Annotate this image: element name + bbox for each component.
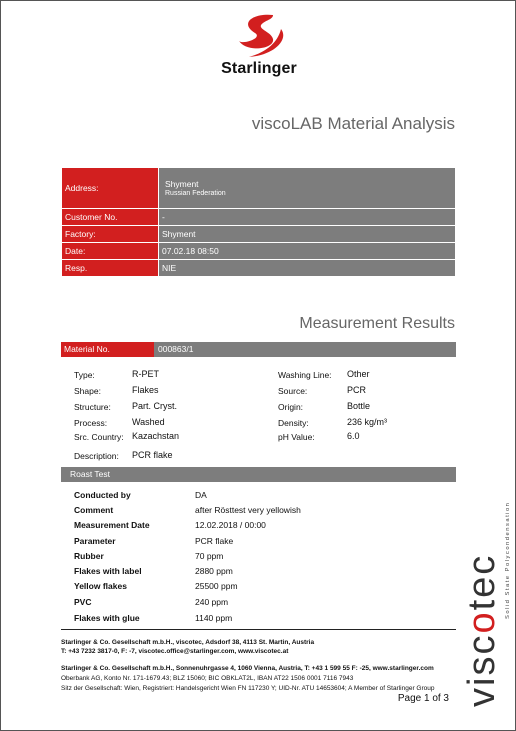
viscotec-tagline: Solid State Polycondensation xyxy=(505,501,511,619)
roast-row-value: 2880 ppm xyxy=(195,566,233,576)
roast-row-value: DA xyxy=(195,490,207,500)
resp-value: NIE xyxy=(159,260,456,277)
factory-row xyxy=(62,226,456,243)
material-bar xyxy=(61,342,456,357)
roast-row-value: 1140 ppm xyxy=(195,613,233,623)
footer-rule-top xyxy=(61,629,456,630)
viscotec-wordmark: viscotec xyxy=(461,553,503,707)
description-label: Description: xyxy=(74,451,119,461)
address-line-2: Russian Federation xyxy=(165,190,226,197)
roast-row-value: 12.02.2018 / 00:00 xyxy=(195,520,266,530)
roast-row-label: Yellow flakes xyxy=(74,581,127,591)
date-label: Date: xyxy=(62,243,159,260)
resp-label: Resp. xyxy=(62,260,159,277)
roast-row-label: Measurement Date xyxy=(74,520,150,530)
washing-label: Washing Line: xyxy=(278,370,332,380)
description-value: PCR flake xyxy=(132,450,173,460)
material-value: 000863/1 xyxy=(158,344,194,354)
customer-row xyxy=(62,209,456,226)
roast-row-label: Rubber xyxy=(74,551,104,561)
address-value xyxy=(159,168,456,209)
roast-row-value: after Rösttest very yellowish xyxy=(195,505,301,515)
customer-info-table xyxy=(61,167,456,277)
roast-row-label: Conducted by xyxy=(74,490,131,500)
shape-label: Shape: xyxy=(74,386,101,396)
ph-label: pH Value: xyxy=(278,432,315,442)
structure-value: Part. Cryst. xyxy=(132,401,178,411)
resp-row xyxy=(62,260,456,277)
shape-value: Flakes xyxy=(132,385,159,395)
measurement-title: Measurement Results xyxy=(299,315,455,332)
origin-label: Origin: xyxy=(278,402,304,412)
date-value: 07.02.18 08:50 xyxy=(159,243,456,260)
material-label: Material No. xyxy=(61,342,154,357)
customer-label: Customer No. xyxy=(62,209,159,226)
viscotec-side-logo xyxy=(461,501,511,707)
roast-row-value: 25500 ppm xyxy=(195,581,238,591)
brand-name: Starlinger xyxy=(221,60,297,77)
factory-value: Shyment xyxy=(159,226,456,243)
roast-row-label: Comment xyxy=(74,505,114,515)
address-row xyxy=(62,168,456,209)
roast-row-value: PCR flake xyxy=(195,536,234,546)
structure-label: Structure: xyxy=(74,402,111,412)
footer-line-2: T: +43 7232 3817-0, F: -7, viscotec.office@starlinger.com, www.viscotec.at xyxy=(61,648,289,655)
page-number: Page 1 of 3 xyxy=(397,693,449,704)
factory-label: Factory: xyxy=(62,226,159,243)
footer-line-1: Starlinger & Co. Gesellschaft m.b.H., viscotec, Adsdorf 38, 4113 St. Martin, Austria xyxy=(61,639,315,646)
density-value: 236 kg/m³ xyxy=(347,417,388,427)
origin-value: Bottle xyxy=(347,401,371,411)
footer-line-3: Starlinger & Co. Gesellschaft m.b.H., Sonnenuhrgasse 4, 1060 Vienna, Austria, T: +43 1 599 55 F: -25, www.starlinger.com xyxy=(61,665,434,672)
country-value: Kazachstan xyxy=(132,431,180,441)
process-label: Process: xyxy=(74,418,108,428)
type-value: R-PET xyxy=(132,369,159,379)
address-line-1: Shyment xyxy=(165,179,199,189)
s-swoosh-icon xyxy=(233,11,293,61)
roast-row-label: Flakes with label xyxy=(74,566,142,576)
source-label: Source: xyxy=(278,386,308,396)
customer-value: - xyxy=(159,209,456,226)
footer-line-5: Sitz der Gesellschaft: Wien, Registriert: Handelsgericht Wien FN 117230 Y; UID-Nr. ATU 14653604; A Member of Starlinger Group xyxy=(61,685,435,692)
roast-row-value: 240 ppm xyxy=(195,597,229,607)
country-label: Src. Country: xyxy=(74,432,124,442)
roast-test-bar: Roast Test xyxy=(61,467,456,482)
date-row xyxy=(62,243,456,260)
roast-row-label: Flakes with glue xyxy=(74,613,140,623)
report-title: viscoLAB Material Analysis xyxy=(251,114,455,133)
roast-row-value: 70 ppm xyxy=(195,551,224,561)
source-value: PCR xyxy=(347,385,367,395)
type-label: Type: xyxy=(74,370,95,380)
process-value: Washed xyxy=(132,417,165,427)
roast-row-label: PVC xyxy=(74,597,92,607)
roast-row-label: Parameter xyxy=(74,536,116,546)
footer-line-4: Oberbank AG, Konto Nr. 171-1679.43; BLZ 15060; BIC OBKLAT2L, IBAN AT22 1506 0001 7116 7943 xyxy=(61,675,354,682)
ph-value: 6.0 xyxy=(347,431,360,441)
address-label: Address: xyxy=(62,168,159,209)
density-label: Density: xyxy=(278,418,309,428)
washing-value: Other xyxy=(347,369,370,379)
